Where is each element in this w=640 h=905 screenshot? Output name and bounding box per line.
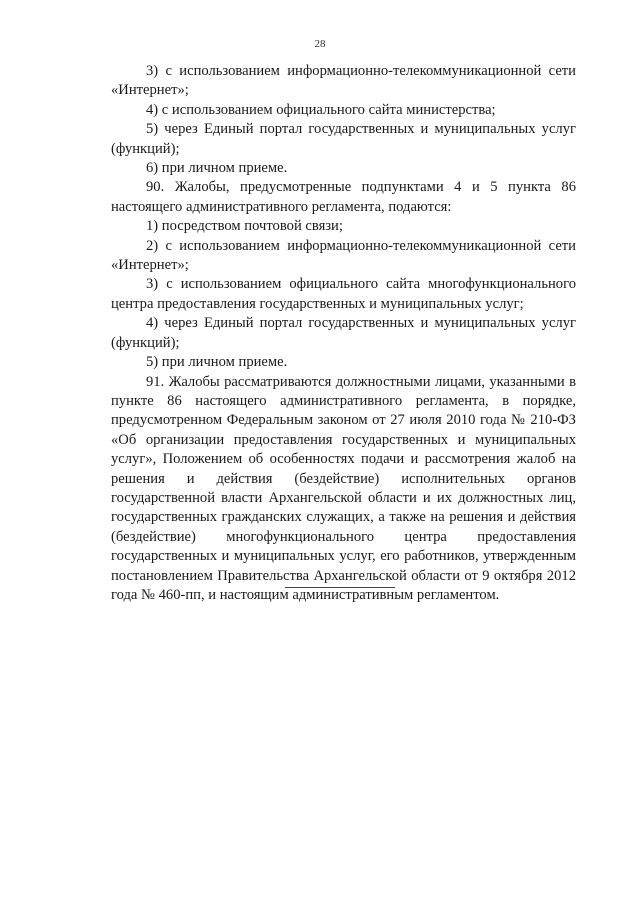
paragraph-item-5-in-person: 5) при личном приеме. <box>146 354 288 371</box>
paragraph-item-4-ministry-site: 4) с использованием официального сайта министерства; <box>146 101 496 118</box>
paragraph-clause-90: 90. Жалобы, предусмотренные подпунктами 4 и 5 пункта 86 настоящего административного регламента, подаются: <box>111 179 576 215</box>
paragraph-item-3-internet: 3) с использованием информационно-телекоммуникационной сети «Интернет»; <box>111 63 576 99</box>
paragraph-item-1-post: 1) посредством почтовой связи; <box>146 218 343 235</box>
paragraph-item-6-in-person: 6) при личном приеме. <box>146 160 288 177</box>
document-body <box>111 62 576 605</box>
end-divider-line <box>285 587 395 588</box>
page-number: 28 <box>314 38 326 50</box>
paragraph-clause-91: 91. Жалобы рассматриваются должностными лицами, указанными в пункте 86 настоящего административного регламента, в порядке, предусмотренном Федеральным законом от 27 июля 2010 года № 210-ФЗ «Об организации предоставления государственных и муниципальных услуг», Положением об особенностях подачи и рассмотрения жалоб на решения и действия (бездействие) исполнительных органов государственной власти Архангельской области и их должностных лиц, государственных гражданских служащих, а также на решения и действия (бездействие) многофункционального центра предоставления государственных и муниципальных услуг, его работников, утвержденным постановлением Правительства Архангельской области от 9 октября 2012 года № 460-пп, и настоящим административным регламентом. <box>111 373 576 603</box>
paragraph-item-2-internet: 2) с использованием информационно-телекоммуникационной сети «Интернет»; <box>111 237 576 274</box>
paragraph-item-4-unified-portal: 4) через Единый портал государственных и муниципальных услуг (функций); <box>111 315 576 351</box>
paragraph-item-5-unified-portal: 5) через Единый портал государственных и муниципальных услуг (функций); <box>111 121 576 157</box>
paragraph-item-3-mfc-site: 3) с использованием официального сайта многофункционального центра предоставления государственных и муниципальных услуг; <box>111 276 576 312</box>
